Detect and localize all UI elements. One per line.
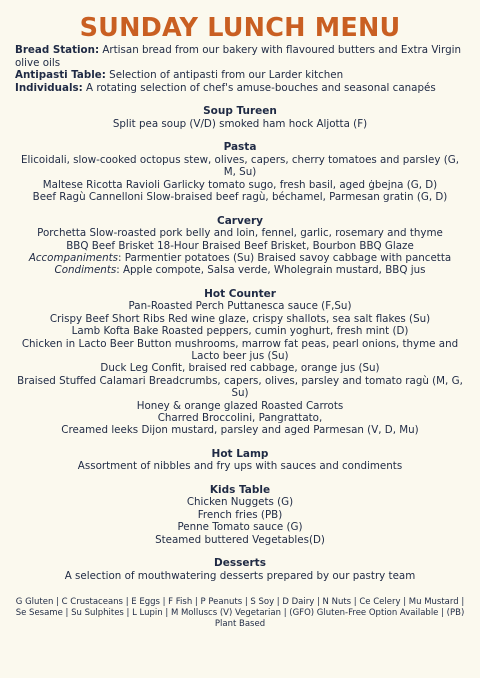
accompaniments-text: : Parmentier potatoes (Su) Braised savoy cabbage with pancetta bbox=[118, 252, 452, 264]
section-heading: Hot Counter bbox=[204, 287, 276, 300]
menu-item: A selection of mouthwatering desserts prepared by our pastry team bbox=[64, 569, 416, 582]
menu-item: Porchetta Slow-roasted pork belly and loin, fennel, garlic, rosemary and thyme bbox=[37, 227, 443, 240]
section-heading: Carvery bbox=[217, 214, 263, 227]
menu-item: BBQ Beef Brisket 18-Hour Braised Beef Brisket, Bourbon BBQ Glaze bbox=[66, 239, 414, 252]
accompaniments-line bbox=[15, 252, 465, 264]
section-hot-counter bbox=[15, 288, 465, 437]
section-heading: Hot Lamp bbox=[211, 447, 269, 460]
section-heading: Pasta bbox=[223, 141, 257, 154]
section-heading: Soup Tureen bbox=[203, 105, 277, 118]
menu-item: Maltese Ricotta Ravioli Garlicky tomato sugo, fresh basil, aged ġbejna (G, D) bbox=[42, 178, 438, 191]
menu-item: Beef Ragù Cannelloni Slow-braised beef ragù, béchamel, Parmesan gratin (G, D) bbox=[32, 191, 448, 204]
menu-item: Chicken in Lacto Beer Button mushrooms, marrow fat peas, pearl onions, thyme and Lacto beer jus (Su) bbox=[21, 337, 459, 363]
section-carvery bbox=[15, 215, 465, 277]
condiments-label: Condiments bbox=[54, 264, 117, 277]
section-heading: Desserts bbox=[214, 557, 266, 570]
section-pasta bbox=[15, 141, 465, 203]
menu-item: Braised Stuffed Calamari Breadcrumbs, capers, olives, parsley and tomato ragù (M, G, Su) bbox=[17, 374, 463, 400]
menu-item: Charred Broccolini, Pangrattato, bbox=[157, 412, 323, 425]
intro-label: Individuals: bbox=[15, 81, 83, 94]
intro-label: Antipasti Table: bbox=[15, 69, 106, 82]
intro-individuals bbox=[15, 82, 465, 95]
section-kids-table bbox=[15, 484, 465, 546]
menu-item: Duck Leg Confit, braised red cabbage, orange jus (Su) bbox=[100, 362, 380, 375]
section-desserts bbox=[15, 557, 465, 582]
intro-text: A rotating selection of chef's amuse-bouches and seasonal canapés bbox=[82, 81, 436, 94]
intro-bread-station bbox=[15, 44, 465, 69]
intro-block bbox=[15, 44, 465, 94]
condiments-text: : Apple compote, Salsa verde, Wholegrain mustard, BBQ jus bbox=[116, 264, 426, 277]
menu-item: Steamed buttered Vegetables(D) bbox=[155, 533, 325, 546]
accompaniments-label: Accompaniments bbox=[28, 252, 119, 264]
allergen-legend: G Gluten | C Crustaceans | E Eggs | F Fish | P Peanuts | S Soy | D Dairy | N Nuts | Ce Celery | Mu Mustard | Se Sesame | Su Sulphites | L Lupin | M Molluscs (V) Vegetarian | (GFO) Gluten-Free Option Available | (PB) Plant Based bbox=[15, 597, 465, 629]
condiments-line bbox=[15, 264, 465, 276]
intro-text: Artisan bread from our bakery with flavoured butters and Extra Virgin olive oils bbox=[15, 44, 462, 69]
section-soup bbox=[15, 105, 465, 130]
menu-item: Penne Tomato sauce (G) bbox=[177, 521, 303, 534]
menu-item: Pan-Roasted Perch Puttanesca sauce (F,Su) bbox=[128, 300, 352, 313]
intro-label: Bread Station: bbox=[15, 44, 100, 56]
menu-item: Elicoidali, slow-cooked octopus stew, olives, capers, cherry tomatoes and parsley (G, M, Su) bbox=[21, 153, 459, 179]
section-heading: Kids Table bbox=[209, 483, 271, 496]
menu-item: Honey & orange glazed Roasted Carrots bbox=[136, 399, 344, 412]
intro-antipasti-table bbox=[15, 69, 465, 82]
menu-item: Crispy Beef Short Ribs Red wine glaze, crispy shallots, sea salt flakes (Su) bbox=[49, 312, 431, 325]
menu-item: Creamed leeks Dijon mustard, parsley and aged Parmesan (V, D, Mu) bbox=[61, 424, 419, 437]
menu-item: French fries (PB) bbox=[197, 508, 283, 521]
page-title: SUNDAY LUNCH MENU bbox=[79, 13, 401, 43]
section-hot-lamp bbox=[15, 448, 465, 473]
menu-item: Lamb Kofta Bake Roasted peppers, cumin yoghurt, fresh mint (D) bbox=[71, 325, 409, 338]
menu-item: Split pea soup (V/D) smoked ham hock Aljotta (F) bbox=[112, 117, 368, 130]
menu-item: Chicken Nuggets (G) bbox=[186, 496, 294, 509]
intro-text: Selection of antipasti from our Larder kitchen bbox=[105, 69, 344, 82]
menu-item: Assortment of nibbles and fry ups with sauces and condiments bbox=[77, 460, 403, 473]
